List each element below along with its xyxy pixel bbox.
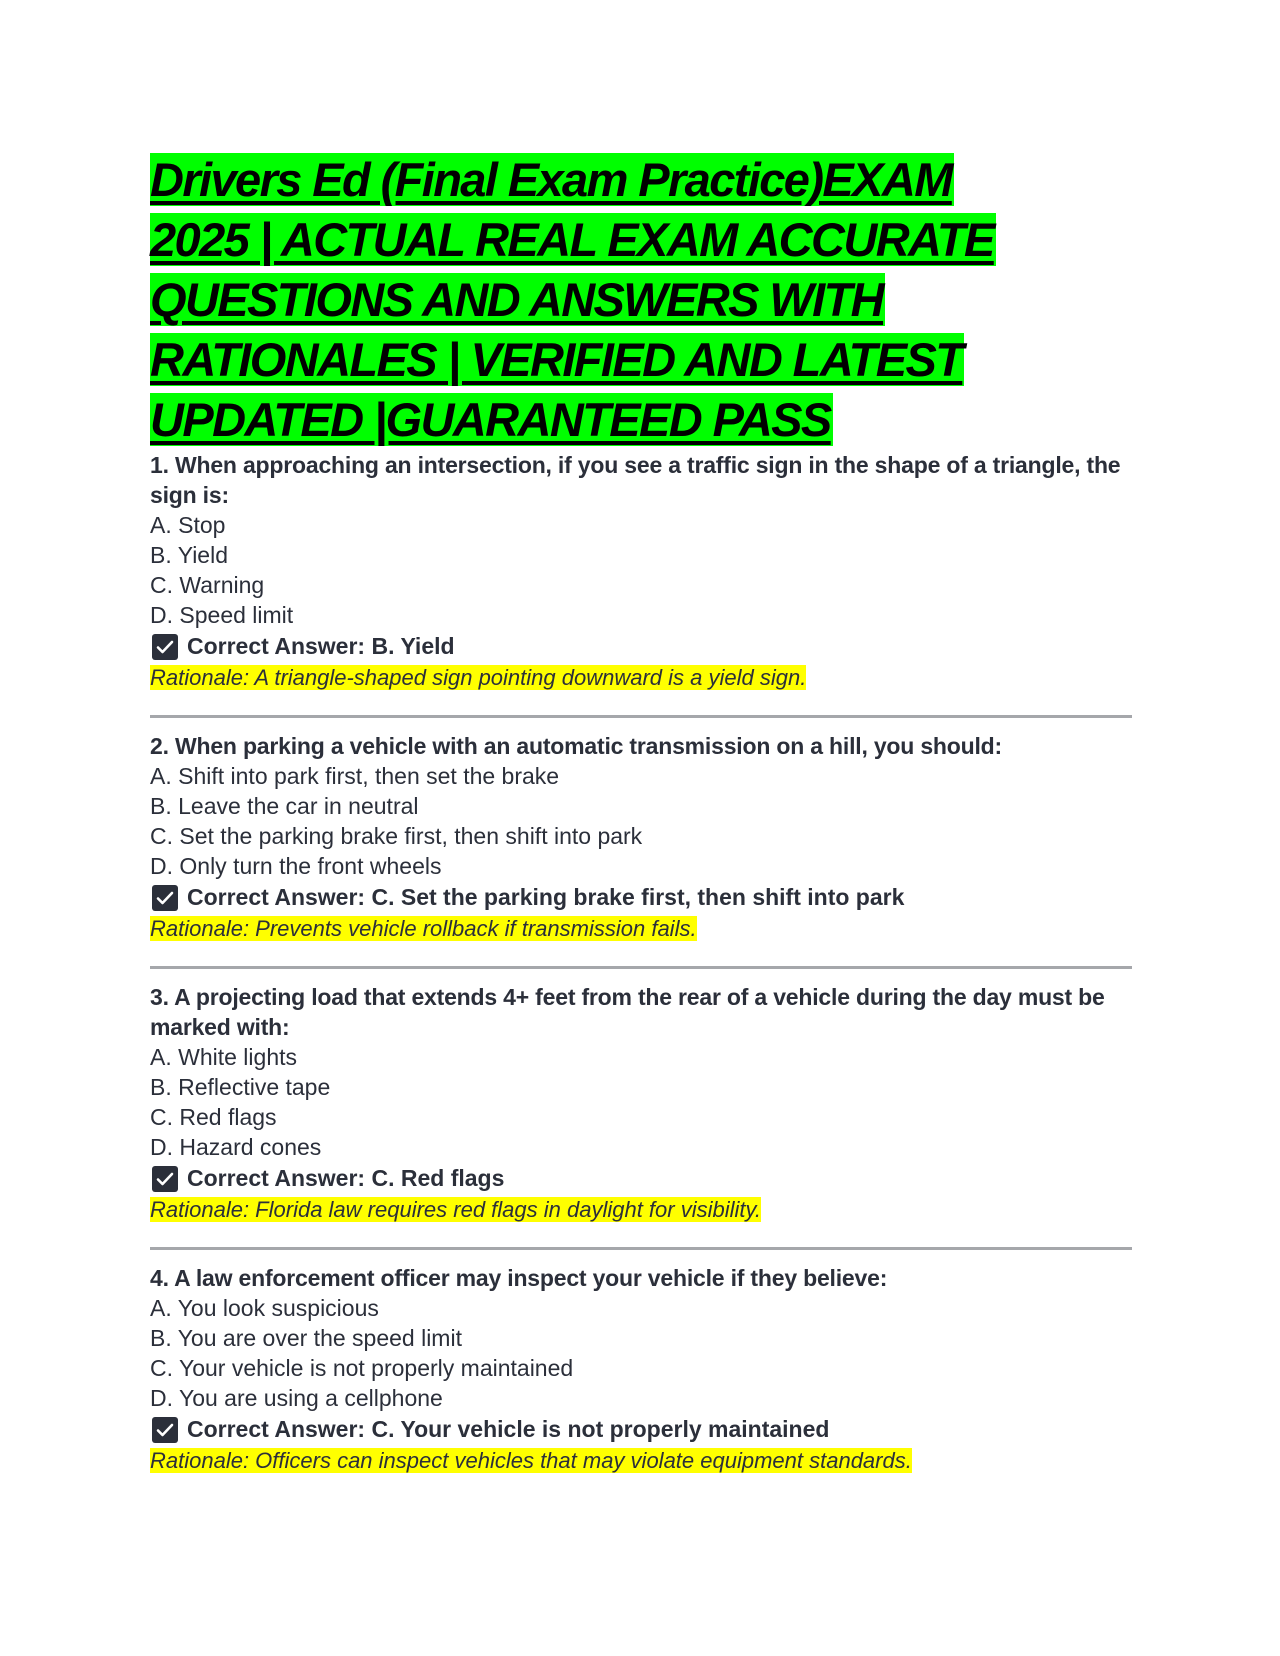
checkbox-checked-icon xyxy=(152,1166,178,1192)
title-line: QUESTIONS AND ANSWERS WITH xyxy=(150,273,884,326)
question-1 xyxy=(150,450,1132,693)
correct-answer-text: Correct Answer: B. Yield xyxy=(187,633,455,659)
option-c: C. Red flags xyxy=(150,1104,277,1130)
rationale-text: Rationale: A triangle-shaped sign pointing downward is a yield sign. xyxy=(150,665,807,690)
divider xyxy=(150,715,1132,718)
title-line: RATIONALES | VERIFIED AND LATEST xyxy=(150,333,963,386)
correct-answer xyxy=(150,1162,1132,1195)
rationale-text: Rationale: Prevents vehicle rollback if transmission fails. xyxy=(150,916,697,941)
rationale xyxy=(150,663,1132,693)
title-line: UPDATED |GUARANTEED PASS xyxy=(150,393,831,446)
option-d: D. You are using a cellphone xyxy=(150,1385,443,1411)
correct-answer xyxy=(150,881,1132,914)
rationale-text: Rationale: Florida law requires red flags in daylight for visibility. xyxy=(150,1197,761,1222)
option-b: B. You are over the speed limit xyxy=(150,1325,462,1351)
question-2 xyxy=(150,731,1132,944)
checkbox-checked-icon xyxy=(152,1417,178,1443)
correct-answer-text: Correct Answer: C. Set the parking brake first, then shift into park xyxy=(187,884,905,910)
rationale xyxy=(150,1195,1132,1225)
correct-answer xyxy=(150,1413,1132,1446)
divider xyxy=(150,1247,1132,1250)
question-3 xyxy=(150,982,1132,1225)
correct-answer xyxy=(150,630,1132,663)
option-a: A. White lights xyxy=(150,1044,297,1070)
divider xyxy=(150,966,1132,969)
correct-answer-text: Correct Answer: C. Red flags xyxy=(187,1165,505,1191)
option-b: B. Leave the car in neutral xyxy=(150,793,419,819)
checkbox-checked-icon xyxy=(152,885,178,911)
rationale xyxy=(150,914,1132,944)
option-c: C. Set the parking brake first, then shift into park xyxy=(150,823,643,849)
document-title xyxy=(150,150,1132,450)
question-text: 3. A projecting load that extends 4+ feet from the rear of a vehicle during the day must be marked with: xyxy=(150,984,1105,1040)
option-d: D. Only turn the front wheels xyxy=(150,853,442,879)
rationale-text: Rationale: Officers can inspect vehicles that may violate equipment standards. xyxy=(150,1448,912,1473)
option-a: A. You look suspicious xyxy=(150,1295,379,1321)
option-d: D. Hazard cones xyxy=(150,1134,322,1160)
option-a: A. Shift into park first, then set the brake xyxy=(150,763,560,789)
question-text: 4. A law enforcement officer may inspect your vehicle if they believe: xyxy=(150,1265,888,1291)
question-text: 1. When approaching an intersection, if you see a traffic sign in the shape of a triangle, the sign is: xyxy=(150,452,1121,508)
document-page xyxy=(150,150,1132,1476)
title-line: 2025 | ACTUAL REAL EXAM ACCURATE xyxy=(150,213,994,266)
option-a: A. Stop xyxy=(150,512,226,538)
rationale xyxy=(150,1446,1132,1476)
option-c: C. Your vehicle is not properly maintained xyxy=(150,1355,574,1381)
option-b: B. Yield xyxy=(150,542,228,568)
title-line: Drivers Ed (Final Exam Practice)EXAM xyxy=(150,153,952,206)
option-c: C. Warning xyxy=(150,572,265,598)
question-4 xyxy=(150,1263,1132,1476)
checkbox-checked-icon xyxy=(152,634,178,660)
correct-answer-text: Correct Answer: C. Your vehicle is not properly maintained xyxy=(187,1416,830,1442)
option-b: B. Reflective tape xyxy=(150,1074,331,1100)
question-text: 2. When parking a vehicle with an automatic transmission on a hill, you should: xyxy=(150,733,1002,759)
option-d: D. Speed limit xyxy=(150,602,294,628)
